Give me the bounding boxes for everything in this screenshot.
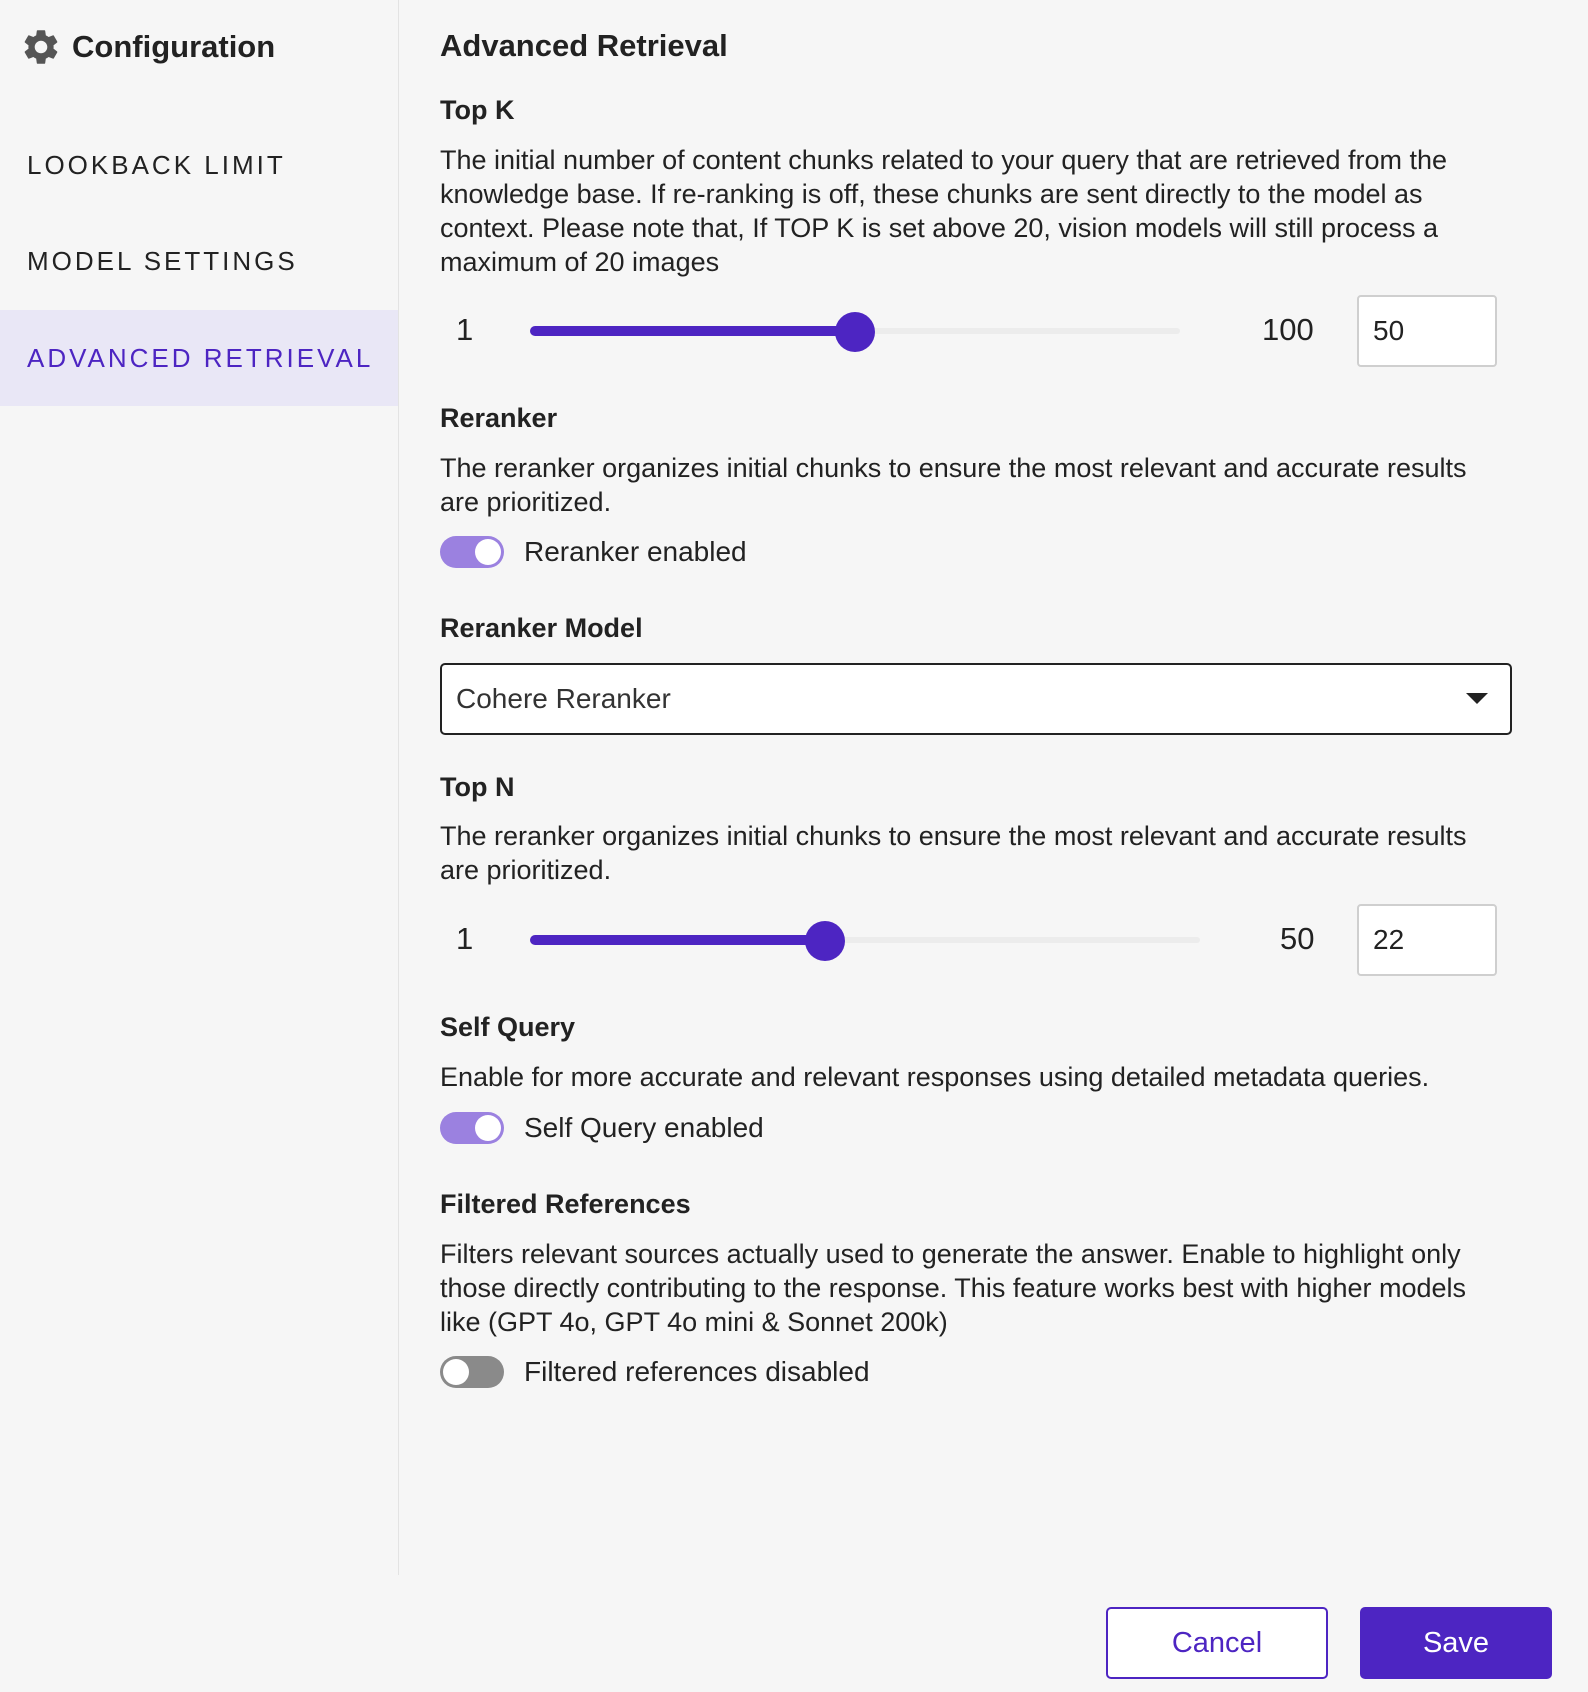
reranker-model-title: Reranker Model [440,613,643,643]
top-n-input[interactable] [1357,904,1497,976]
top-k-slider[interactable] [530,328,1180,334]
top-k-slider-fill [530,326,855,336]
top-n-min-label: 1 [456,921,474,956]
sidebar [0,0,399,1575]
reranker-description: The reranker organizes initial chunks to ensure the most relevant and accurate results are prioritized. [440,453,1467,517]
reranker-toggle-knob [475,539,501,565]
page-title: Advanced Retrieval [440,28,728,63]
top-k-title: Top K [440,95,515,125]
top-k-slider-row [440,295,1510,367]
self-query-title: Self Query [440,1012,576,1042]
chevron-down-icon [1466,693,1488,704]
reranker-model-select[interactable] [440,663,1512,735]
nav-item-lookback-limit[interactable]: LOOKBACK LIMIT [27,149,286,180]
top-n-slider-fill [530,935,825,945]
nav-item-model-settings[interactable]: MODEL SETTINGS [27,245,298,276]
self-query-description: Enable for more accurate and relevant responses using detailed metadata queries. [440,1062,1430,1092]
top-k-min-label: 1 [456,312,474,347]
self-query-toggle-label: Self Query enabled [524,1112,764,1143]
filtered-references-toggle[interactable] [440,1356,504,1388]
filtered-references-description: Filters relevant sources actually used to generate the answer. Enable to highlight only those directly contributing to the response. This feature works best with higher models like (GPT 4o, GPT 4o mini & Sonnet 200k) [440,1239,1467,1337]
top-n-slider-row [440,904,1510,976]
filtered-references-toggle-label: Filtered references disabled [524,1356,870,1387]
filtered-references-toggle-row [440,1354,870,1390]
reranker-model-selected-value: Cohere Reranker [456,683,671,714]
cancel-button[interactable]: Cancel [1106,1607,1328,1679]
top-n-slider[interactable] [530,937,1200,943]
filtered-references-title: Filtered References [440,1189,691,1219]
save-button[interactable]: Save [1360,1607,1552,1679]
sidebar-title: Configuration [72,29,276,64]
self-query-toggle-knob [475,1115,501,1141]
top-k-max-label: 100 [1262,312,1314,347]
filtered-references-toggle-knob [443,1359,469,1385]
reranker-toggle[interactable] [440,536,504,568]
sidebar-header [20,26,275,68]
top-k-input[interactable] [1357,295,1497,367]
top-n-description: The reranker organizes initial chunks to ensure the most relevant and accurate results are prioritized. [440,821,1467,885]
gear-icon [20,26,62,68]
nav-item-advanced-retrieval[interactable]: ADVANCED RETRIEVAL [0,310,398,406]
reranker-toggle-row [440,534,747,570]
top-k-description: The initial number of content chunks related to your query that are retrieved from the knowledge base. If re-ranking is off, these chunks are sent directly to the model as context. Please note that, If TOP K is set above 20, vision models will still process a maximum of 20 images [440,145,1448,277]
reranker-toggle-label: Reranker enabled [524,536,747,567]
top-n-slider-thumb[interactable] [805,921,845,961]
top-n-title: Top N [440,772,515,802]
self-query-toggle-row [440,1110,764,1146]
top-n-max-label: 50 [1280,921,1315,956]
reranker-title: Reranker [440,403,558,433]
top-k-slider-thumb[interactable] [835,312,875,352]
self-query-toggle[interactable] [440,1112,504,1144]
